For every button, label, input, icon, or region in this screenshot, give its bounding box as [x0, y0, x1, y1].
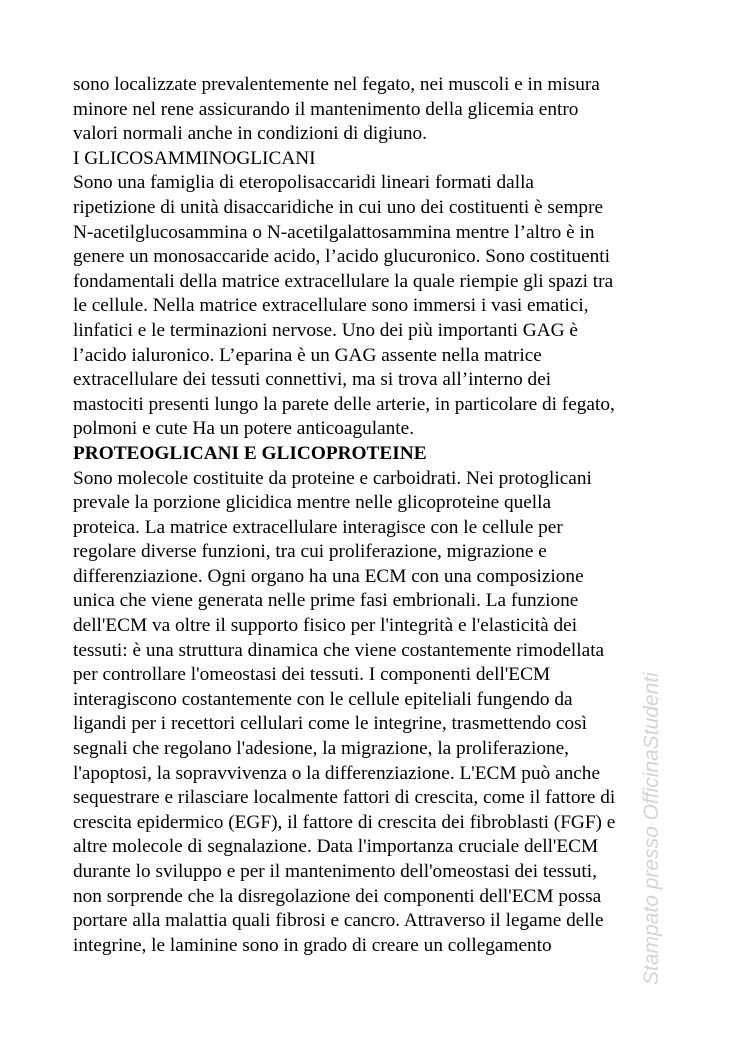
text-line: differenziazione. Ogni organo ha una ECM con una composizione	[73, 565, 584, 587]
text-line: ligandi per i recettori cellulari come le integrine, trasmettendo così	[73, 713, 587, 735]
text-line: proteica. La matrice extracellulare interagisce con le cellule per	[73, 516, 563, 538]
text-line: valori normali anche in condizioni di digiuno.	[73, 123, 427, 145]
text-line: minore nel rene assicurando il mantenimento della glicemia entro	[73, 98, 579, 120]
text-line: fondamentali della matrice extracellulare la quale riempie gli spazi tra	[73, 270, 614, 292]
text-line: le cellule. Nella matrice extracellulare sono immersi i vasi ematici,	[73, 295, 589, 317]
text-line: Sono una famiglia di eteropolisaccaridi lineari formati dalla	[73, 172, 534, 194]
text-line: regolare diverse funzioni, tra cui proliferazione, migrazione e	[73, 541, 547, 563]
text-line: ripetizione di unità disaccaridiche in cui uno dei costituenti è sempre	[73, 196, 604, 218]
text-line: dell'ECM va oltre il supporto fisico per l'integrità e l'elasticità dei	[73, 615, 578, 637]
text-line: segnali che regolano l'adesione, la migrazione, la proliferazione,	[73, 738, 570, 760]
text-line: extracellulare dei tessuti connettivi, ma si trova all’interno dei	[73, 369, 552, 391]
text-line: crescita epidermico (EGF), il fattore di crescita dei fibroblasti (FGF) e	[73, 811, 616, 833]
text-line: l'apoptosi, la sopravvivenza o la differenziazione. L'ECM può anche	[73, 762, 601, 784]
document-page	[73, 73, 683, 958]
text-line: I GLICOSAMMINOGLICANI	[73, 147, 316, 169]
text-line: mastociti presenti lungo la parete delle arterie, in particolare di fegato,	[73, 393, 615, 415]
text-line: non sorprende che la disregolazione dei componenti dell'ECM possa	[73, 885, 602, 907]
watermark: Stampato presso OfficinaStudenti	[640, 672, 663, 985]
text-line: portare alla malattia quali fibrosi e cancro. Attraverso il legame delle	[73, 910, 604, 932]
text-line: sono localizzate prevalentemente nel fegato, nei muscoli e in misura	[73, 74, 600, 95]
text-line: interagiscono costantemente con le cellule epiteliali fungendo da	[73, 688, 573, 710]
text-line: integrine, le laminine sono in grado di creare un collegamento	[73, 934, 552, 956]
text-line: prevale la porzione glicidica mentre nelle glicoproteine quella	[73, 492, 552, 514]
text-line: altre molecole di segnalazione. Data l'importanza cruciale dell'ECM	[73, 836, 599, 858]
text-line: tessuti: è una struttura dinamica che viene costantemente rimodellata	[73, 639, 605, 661]
text-line: unica che viene generata nelle prime fasi embrionali. La funzione	[73, 590, 579, 612]
text-line: genere un monosaccaride acido, l’acido glucuronico. Sono costituenti	[73, 246, 611, 268]
text-line: polmoni e cute Ha un potere anticoagulante.	[73, 418, 415, 440]
text-line: l’acido ialuronico. L’eparina è un GAG assente nella matrice	[73, 344, 542, 366]
text-line: N-acetilglucosammina o N-acetilgalattosammina mentre l’altro è in	[73, 221, 595, 243]
text-line: durante lo sviluppo e per il mantenimento dell'omeostasi dei tessuti,	[73, 861, 597, 882]
text-line: sequestrare e rilasciare localmente fattori di crescita, come il fattore di	[73, 787, 616, 809]
section-heading: PROTEOGLICANI E GLICOPROTEINE	[73, 442, 427, 464]
text-line: per controllare l'omeostasi dei tessuti. I componenti dell'ECM	[73, 664, 551, 686]
text-line: linfatici e le terminazioni nervose. Uno dei più importanti GAG è	[73, 319, 578, 341]
text-line: Sono molecole costituite da proteine e carboidrati. Nei protoglicani	[73, 467, 592, 489]
